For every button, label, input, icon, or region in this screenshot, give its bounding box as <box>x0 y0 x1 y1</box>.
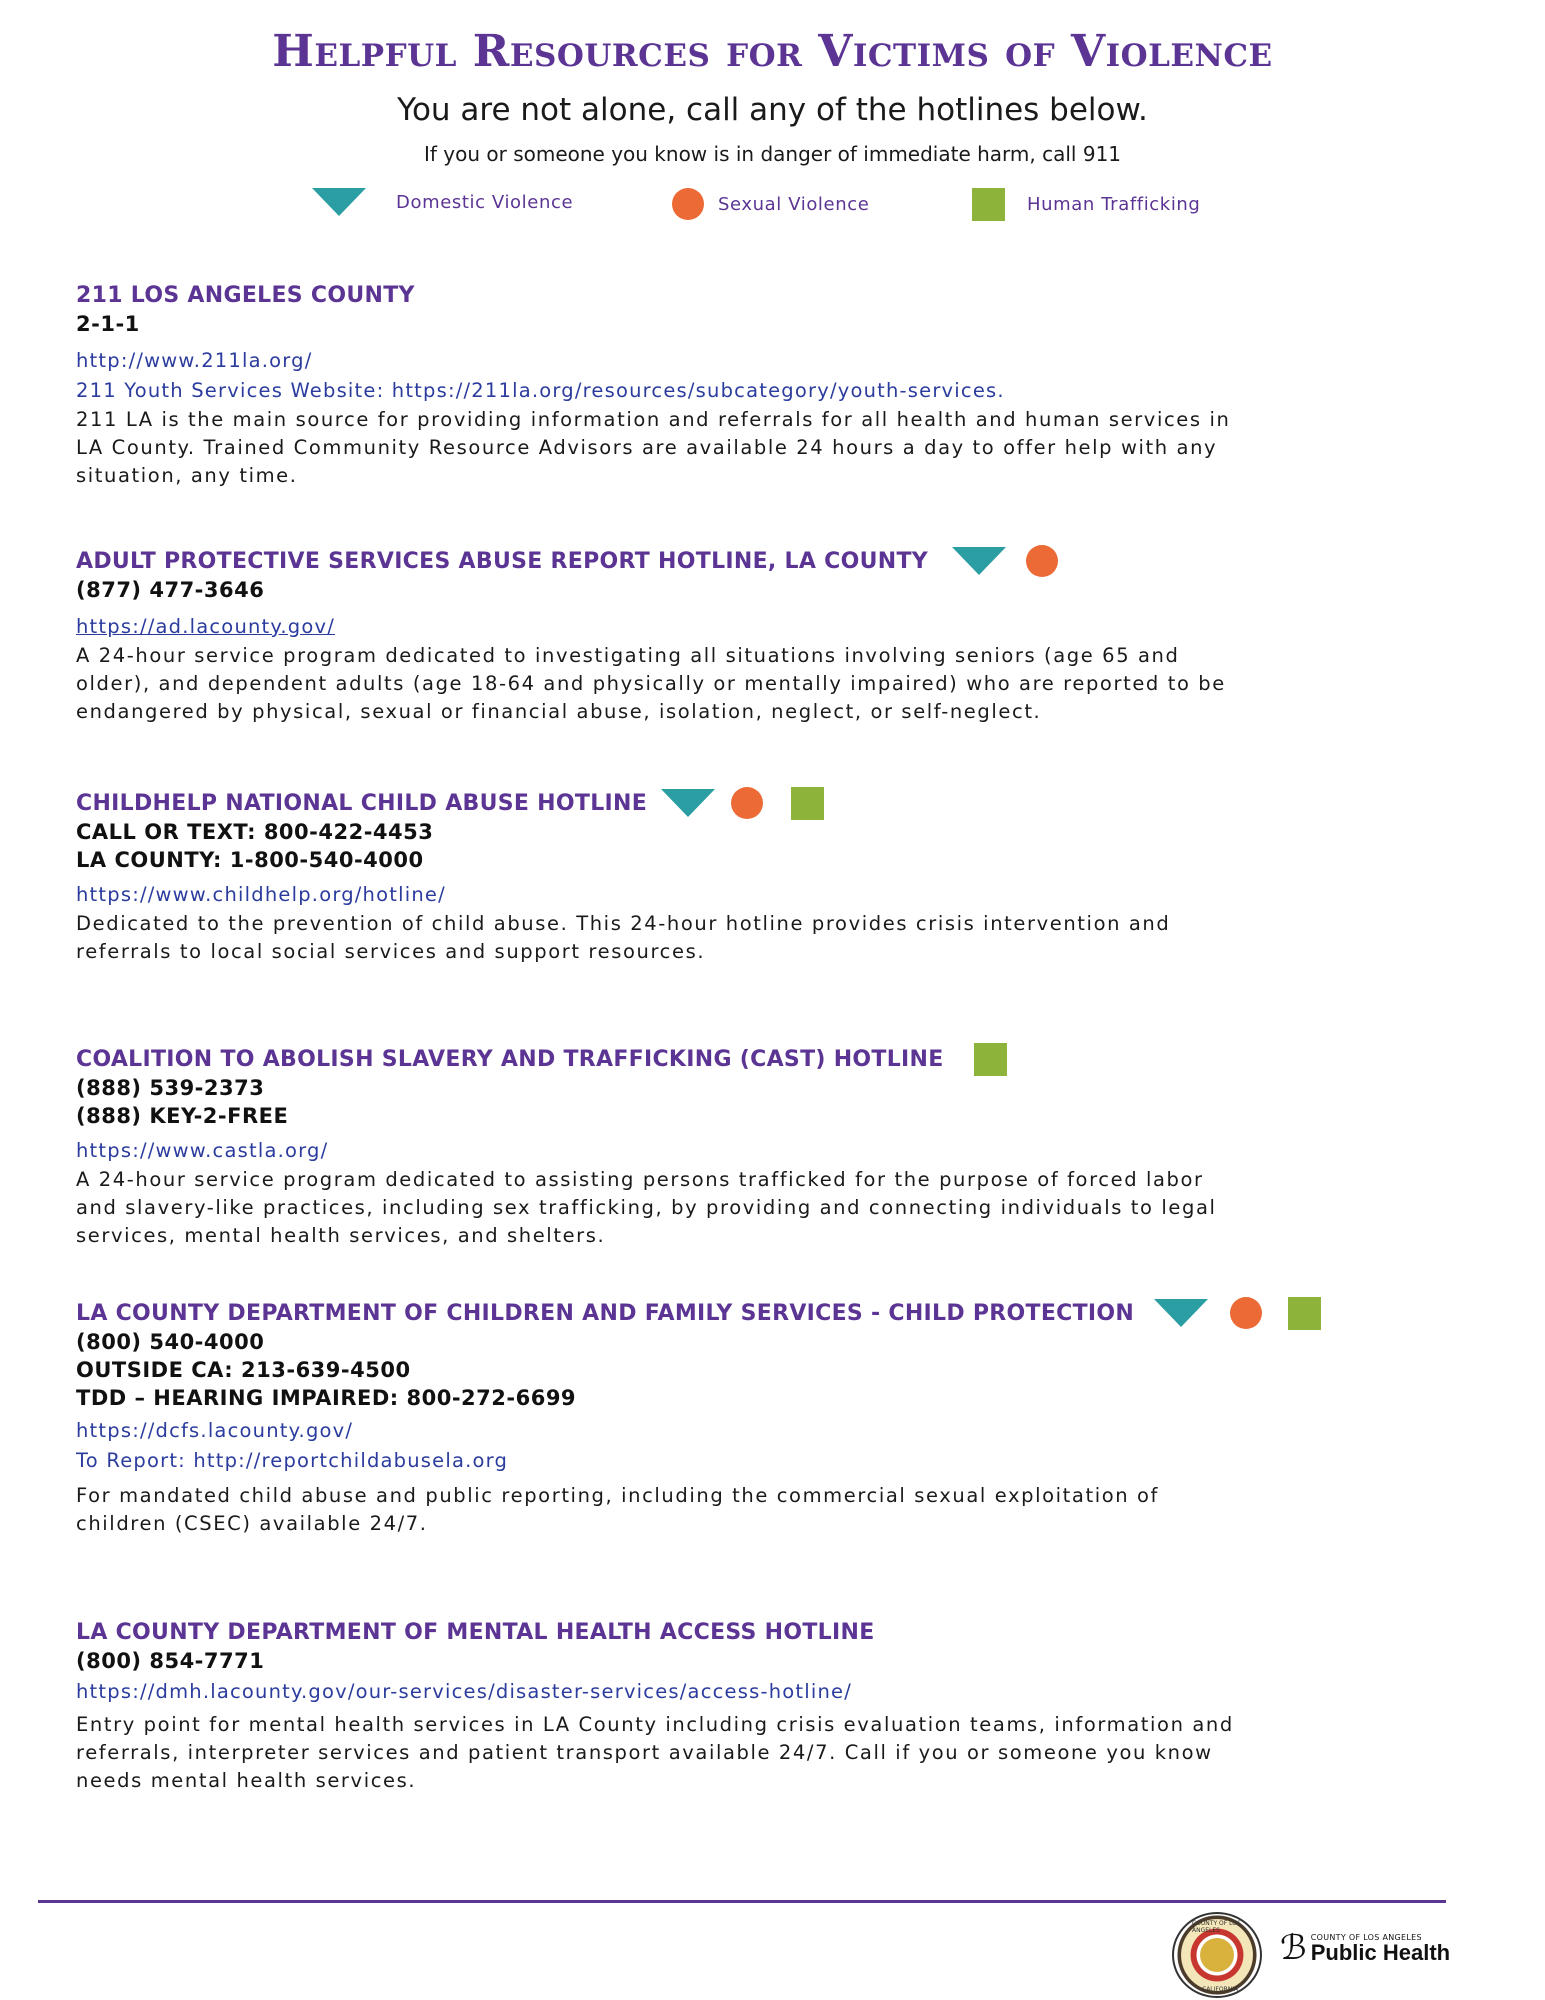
circle-icon <box>672 188 704 220</box>
entry-title: COALITION TO ABOLISH SLAVERY AND TRAFFICKING (CAST) HOTLINE <box>76 1046 944 1072</box>
entry-description-line: children (CSEC) available 24/7. <box>76 1512 428 1535</box>
entry-phone: (888) KEY-2-FREE <box>76 1104 289 1128</box>
legend-sexual-violence <box>672 188 869 220</box>
entry-title: LA COUNTY DEPARTMENT OF CHILDREN AND FAMILY SERVICES - CHILD PROTECTION <box>76 1300 1135 1326</box>
danger-note: If you or someone you know is in danger of immediate harm, call 911 <box>423 142 1122 166</box>
entry-phone: (800) 540-4000 <box>76 1330 265 1354</box>
legend-human-trafficking <box>972 188 1200 221</box>
entry-description-line: A 24-hour service program dedicated to assisting persons trafficked for the purpose of forced labor <box>76 1168 1204 1191</box>
page-title: Helpful Resources for Victims of Violence <box>272 26 1273 77</box>
triangle-icon <box>952 547 1006 575</box>
footer-divider <box>38 1900 1446 1903</box>
entry-description-line: Entry point for mental health services in LA County including crisis evaluation teams, information and <box>76 1713 1234 1736</box>
entry-link[interactable]: 211 Youth Services Website: https://211la.org/resources/subcategory/youth-services. <box>76 379 1005 402</box>
entry-phone: TDD – HEARING IMPAIRED: 800-272-6699 <box>76 1386 577 1410</box>
entry-description-line: and slavery-like practices, including sex trafficking, by providing and connecting individuals to legal <box>76 1196 1217 1219</box>
entry-link[interactable]: https://ad.lacounty.gov/ <box>76 615 335 638</box>
entry-phone: CALL OR TEXT: 800-422-4453 <box>76 820 434 844</box>
entry-description-line: A 24-hour service program dedicated to investigating all situations involving seniors (age 65 and <box>76 644 1180 667</box>
circle-icon <box>731 787 763 819</box>
entry-link[interactable]: https://dmh.lacounty.gov/our-services/disaster-services/access-hotline/ <box>76 1680 852 1703</box>
entry-description-line: situation, any time. <box>76 464 298 487</box>
entry-description-line: LA County. Trained Community Resource Advisors are available 24 hours a day to offer help with any <box>76 436 1218 459</box>
square-icon <box>972 188 1005 221</box>
entry-title: 211 LOS ANGELES COUNTY <box>76 282 415 308</box>
entry-description-line: endangered by physical, sexual or financial abuse, isolation, neglect, or self-neglect. <box>76 700 1042 723</box>
entry-link[interactable]: https://dcfs.lacounty.gov/ <box>76 1419 354 1442</box>
entry-description-line: For mandated child abuse and public reporting, including the commercial sexual exploitation of <box>76 1484 1160 1507</box>
triangle-icon <box>1154 1299 1208 1327</box>
seal-bottom-text: CALIFORNIA <box>1202 1986 1239 1993</box>
circle-icon <box>1230 1297 1262 1329</box>
entry-title: LA COUNTY DEPARTMENT OF MENTAL HEALTH ACCESS HOTLINE <box>76 1619 875 1645</box>
county-seal-icon <box>1172 1912 1262 1998</box>
entry-link[interactable]: https://www.childhelp.org/hotline/ <box>76 883 446 906</box>
entry-phone: 2-1-1 <box>76 312 140 336</box>
logo-small-text: COUNTY OF LOS ANGELES <box>1310 1932 1422 1942</box>
resource-entry-mental-health <box>76 1617 1396 1795</box>
resource-entry-cast <box>76 1044 1396 1250</box>
triangle-icon <box>661 789 715 817</box>
entry-title: ADULT PROTECTIVE SERVICES ABUSE REPORT HOTLINE, LA COUNTY <box>76 548 929 574</box>
entry-phone: LA COUNTY: 1-800-540-4000 <box>76 848 424 872</box>
entry-link[interactable]: To Report: http://reportchildabusela.org <box>76 1449 509 1472</box>
entry-description-line: needs mental health services. <box>76 1769 417 1792</box>
logo-big-text: Public Health <box>1310 1939 1451 1965</box>
resource-entry-211 <box>76 280 1396 490</box>
entry-phone: OUTSIDE CA: 213-639-4500 <box>76 1358 411 1382</box>
entry-description-line: services, mental health services, and shelters. <box>76 1224 606 1247</box>
public-health-mark-icon: ℬ <box>1280 1928 1307 1968</box>
public-health-logo <box>1280 1928 1450 1968</box>
legend-label: Sexual Violence <box>718 193 870 215</box>
entry-phone: (877) 477-3646 <box>76 578 265 602</box>
entry-description-line: referrals, interpreter services and patient transport available 24/7. Call if you or someone you know <box>76 1741 1213 1764</box>
entry-description-line: Dedicated to the prevention of child abuse. This 24-hour hotline provides crisis intervention and <box>76 912 1171 935</box>
square-icon <box>1288 1297 1321 1330</box>
entry-phone: (888) 539-2373 <box>76 1076 265 1100</box>
entry-description-line: 211 LA is the main source for providing information and referrals for all health and human services in <box>76 408 1231 431</box>
entry-phone: (800) 854-7771 <box>76 1649 265 1673</box>
entry-description-line: referrals to local social services and support resources. <box>76 940 706 963</box>
legend-domestic-violence <box>312 188 573 216</box>
triangle-icon <box>312 188 366 216</box>
entry-link[interactable]: http://www.211la.org/ <box>76 349 313 372</box>
circle-icon <box>1026 545 1058 577</box>
square-icon <box>791 787 824 820</box>
legend-label: Human Trafficking <box>1027 194 1201 215</box>
page-subtitle: You are not alone, call any of the hotlines below. <box>397 92 1148 128</box>
entry-title: CHILDHELP NATIONAL CHILD ABUSE HOTLINE <box>76 790 648 816</box>
legend-label: Domestic Violence <box>396 191 574 213</box>
resource-entry-childhelp <box>76 788 1396 966</box>
resource-entry-adult-protective-services <box>76 546 1396 726</box>
entry-description-line: older), and dependent adults (age 18-64 and physically or mentally impaired) who are reported to be <box>76 672 1226 695</box>
entry-link[interactable]: https://www.castla.org/ <box>76 1139 329 1162</box>
resource-entry-dcfs <box>76 1298 1396 1538</box>
seal-top-text: COUNTY OF LOS ANGELES <box>1192 1920 1241 1934</box>
square-icon <box>974 1043 1007 1076</box>
